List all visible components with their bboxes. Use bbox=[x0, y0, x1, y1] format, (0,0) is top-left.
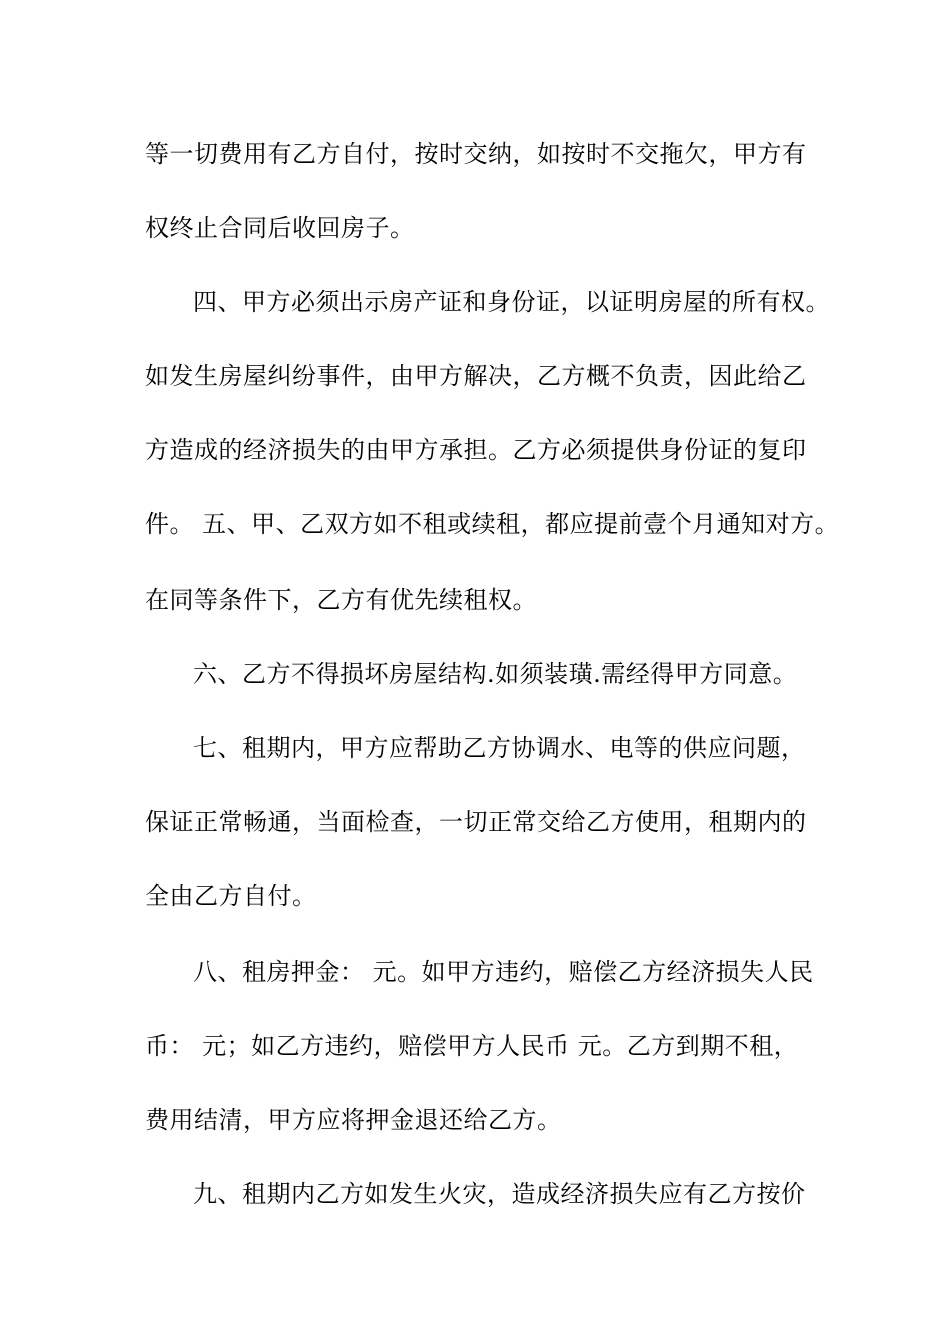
text-line: 件。 五、甲、乙双方如不租或续租，都应提前壹个月通知对方。 bbox=[145, 510, 840, 538]
text-line: 币： 元；如乙方违约，赔偿甲方人民币 元。乙方到期不租， bbox=[145, 1032, 799, 1060]
paragraph-8-start: 八、租房押金： 元。如甲方违约，赔偿乙方经济损失人民 bbox=[193, 958, 814, 986]
text-line: 如发生房屋纠纷事件，由甲方解决，乙方概不负责，因此给乙 bbox=[145, 362, 807, 390]
paragraph-6: 六、乙方不得损坏房屋结构.如须装璜.需经得甲方同意。 bbox=[193, 660, 798, 688]
paragraph-9-start: 九、租期内乙方如发生火灾，造成经济损失应有乙方按价 bbox=[193, 1180, 806, 1208]
text-line: 费用结清，甲方应将押金退还给乙方。 bbox=[145, 1106, 562, 1134]
text-line: 方造成的经济损失的由甲方承担。乙方必须提供身份证的复印 bbox=[145, 436, 807, 464]
text-line: 保证正常畅通，当面检查，一切正常交给乙方使用，租期内的 bbox=[145, 808, 807, 836]
text-line: 在同等条件下，乙方有优先续租权。 bbox=[145, 586, 537, 614]
paragraph-4-start: 四、甲方必须出示房产证和身份证，以证明房屋的所有权。 bbox=[193, 288, 830, 316]
text-line: 权终止合同后收回房子。 bbox=[145, 214, 415, 242]
paragraph-7-start: 七、租期内，甲方应帮助乙方协调水、电等的供应问题， bbox=[193, 734, 806, 762]
text-line: 全由乙方自付。 bbox=[145, 882, 317, 910]
text-line: 等一切费用有乙方自付，按时交纳，如按时不交拖欠，甲方有 bbox=[145, 140, 807, 168]
